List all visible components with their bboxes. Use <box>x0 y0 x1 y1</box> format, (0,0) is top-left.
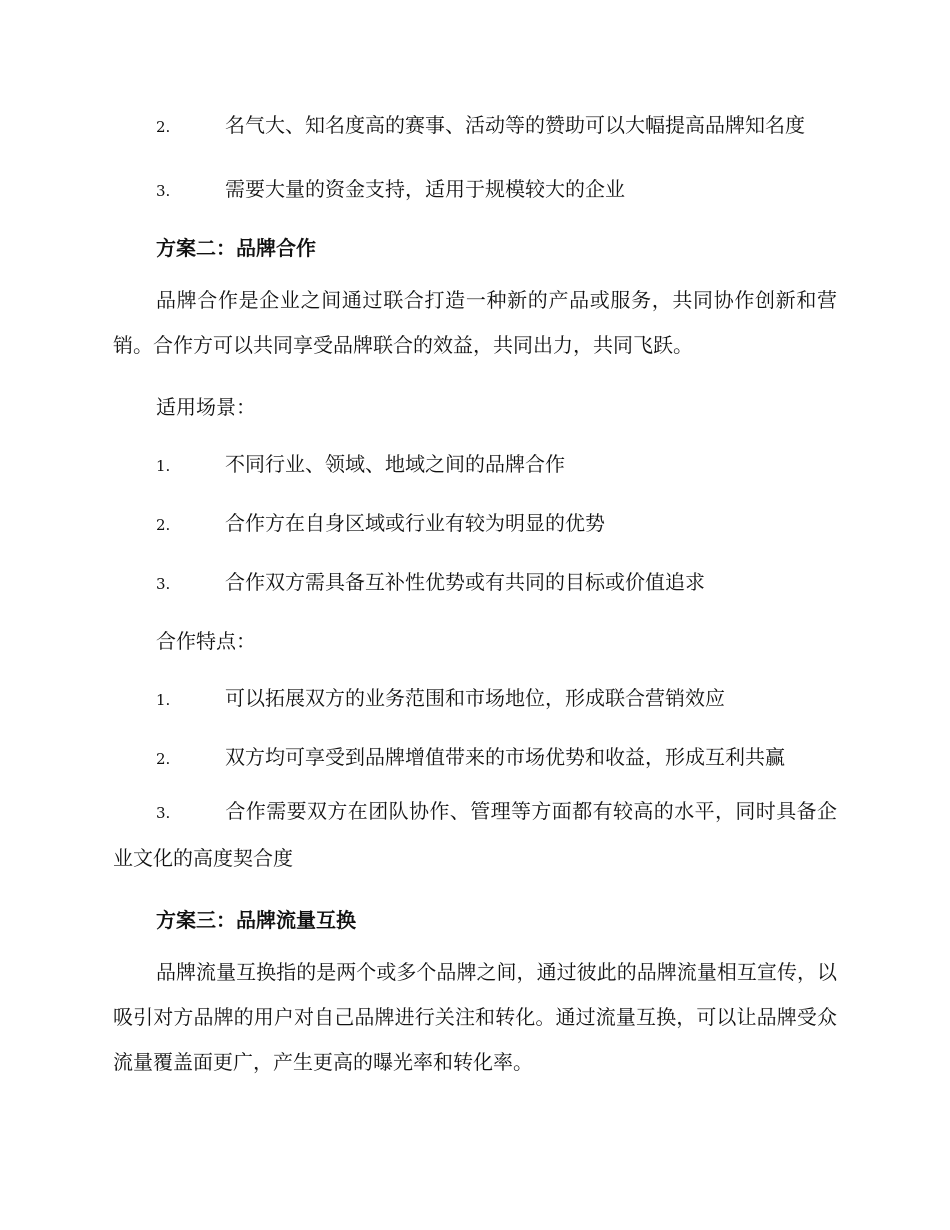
list-item-text: 合作双方需具备互补性优势或有共同的目标或价值追求 <box>225 570 705 594</box>
list-number: 1. <box>156 691 171 709</box>
list-number: 2. <box>156 750 171 768</box>
section-heading: 方案三：品牌流量互换 <box>156 908 356 932</box>
section-heading: 方案二：品牌合作 <box>156 236 316 260</box>
list-item-text: 双方均可享受到品牌增值带来的市场优势和收益，形成互利共赢 <box>225 745 785 769</box>
list-item <box>113 730 837 786</box>
list-item-text: 不同行业、领域、地域之间的品牌合作 <box>225 452 565 476</box>
list-item-text: 合作方在自身区域或行业有较为明显的优势 <box>225 511 605 535</box>
list-item <box>113 555 837 611</box>
list-number: 3. <box>156 804 171 822</box>
list-item-text: 名气大、知名度高的赛事、活动等的赞助可以大幅提高品牌知名度 <box>225 113 805 137</box>
list-item-text: 需要大量的资金支持，适用于规模较大的企业 <box>225 177 625 201</box>
document-page <box>113 103 837 1097</box>
paragraph-label: 合作特点： <box>156 629 256 653</box>
paragraph: 品牌流量互换指的是两个或多个品牌之间，通过彼此的品牌流量相互宣传，以吸引对方品牌的用户对自己品牌进行关注和转化。通过流量互换，可以让品牌受众流量覆盖面更广，产生更高的曝光率和转化率。 <box>113 960 837 1074</box>
list-number: 3. <box>156 182 171 200</box>
list-number: 3. <box>156 575 171 593</box>
list-number: 1. <box>156 457 171 475</box>
paragraph-label: 适用场景： <box>156 395 256 419</box>
list-item-text: 可以拓展双方的业务范围和市场地位，形成联合营销效应 <box>225 686 725 710</box>
list-item <box>113 103 837 150</box>
list-item <box>113 162 837 218</box>
list-item <box>113 437 837 493</box>
list-item <box>113 496 837 552</box>
list-item <box>113 671 837 727</box>
list-number: 2. <box>156 516 171 534</box>
list-item <box>113 789 837 881</box>
list-number: 2. <box>156 118 171 136</box>
list-item-text: 合作需要双方在团队协作、管理等方面都有较高的水平，同时具备企业文化的高度契合度 <box>113 799 837 870</box>
paragraph: 品牌合作是企业之间通过联合打造一种新的产品或服务，共同协作创新和营销。合作方可以共同享受品牌联合的效益，共同出力，共同飞跃。 <box>113 288 837 357</box>
